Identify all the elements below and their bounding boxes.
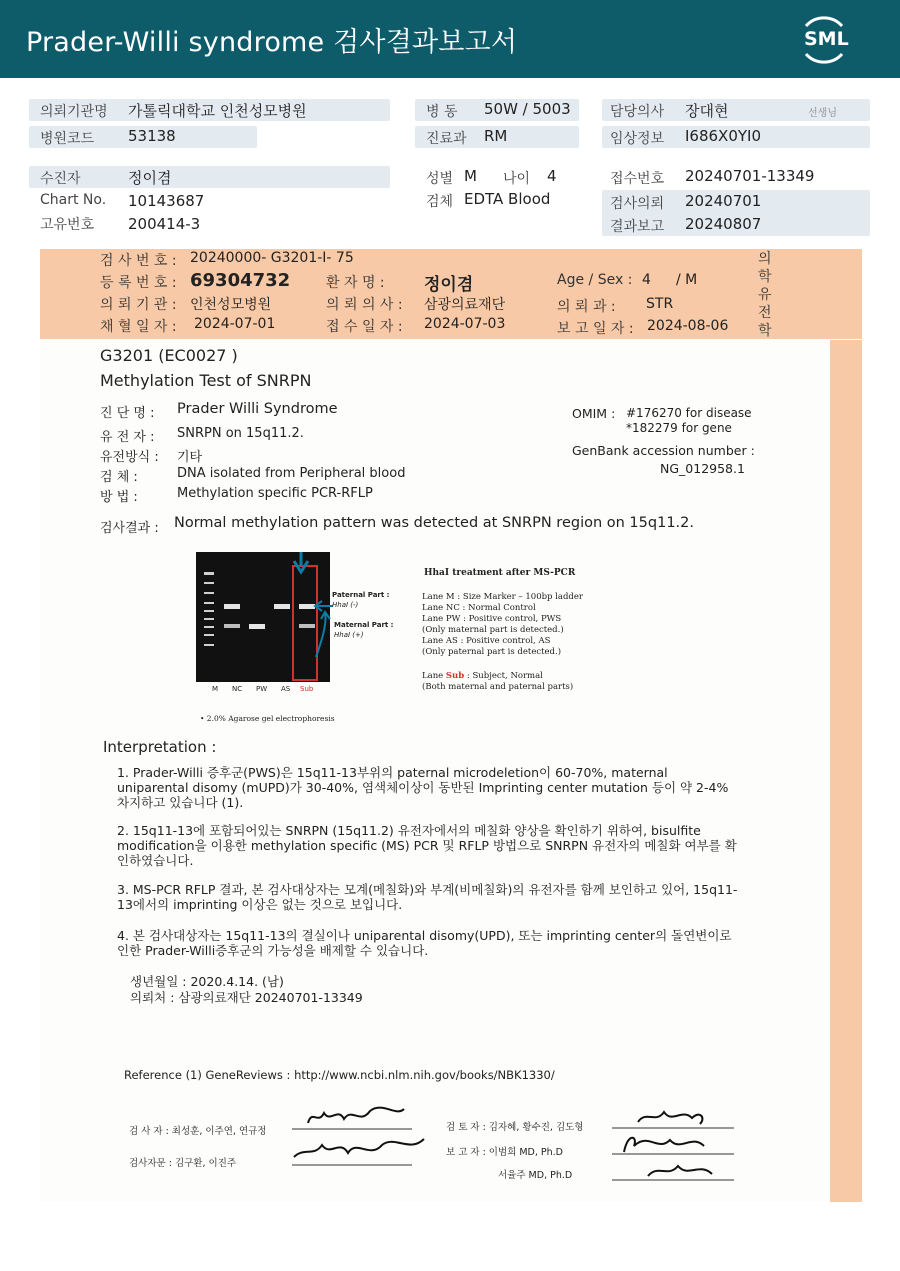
genbank-label: GenBank accession number : bbox=[572, 443, 755, 458]
patient-row-bg bbox=[29, 166, 390, 188]
omim-disease: #176270 for disease bbox=[626, 406, 752, 420]
request-value: 20240701 bbox=[685, 192, 762, 210]
scan-dept-label: 의 뢰 과 : bbox=[557, 299, 616, 315]
legend-subject-a: Lane bbox=[422, 671, 446, 681]
legend-subject-c: : Subject, Normal bbox=[464, 671, 543, 681]
ward-label: 병 동 bbox=[426, 104, 458, 120]
scanned-report bbox=[40, 249, 862, 1202]
code-label: 병원코드 bbox=[40, 131, 95, 147]
signature-examiner bbox=[286, 1095, 436, 1175]
doctor-value: 장대현 bbox=[685, 102, 729, 120]
legend-line: Lane NC : Normal Control bbox=[422, 603, 536, 613]
request-label: 검사의뢰 bbox=[610, 196, 665, 212]
interp-item: 2. 15q11-13에 포함되어있는 SNRPN (15q11.2) 유전자에서의 메칠화 양상을 확인하기 위하여, bisulfite modification을 이용한 methylation specific (MS) PCR 및 RFLP 방법으로 SNRPN 유전자의 메칠화 여부를 확인하였습니다. bbox=[117, 823, 737, 868]
logo-text: SML bbox=[804, 28, 849, 50]
gene: SNRPN on 15q11.2. bbox=[177, 426, 304, 441]
clinical-value: I686X0YI0 bbox=[685, 127, 762, 145]
gel-caption: • 2.0% Agarose gel electrophoresis bbox=[200, 714, 335, 723]
patient-value: 정이겸 bbox=[128, 169, 172, 187]
method-label: 방 법 : bbox=[100, 490, 138, 505]
test-title: Methylation Test of SNRPN bbox=[100, 371, 312, 390]
legend-line: Lane PW : Positive control, PWS bbox=[422, 614, 562, 624]
inst-label: 의 뢰 기 관 : bbox=[100, 297, 177, 313]
reg-no-label: 등 록 번 호 : bbox=[100, 275, 177, 291]
hospital-label: 의뢰기관명 bbox=[40, 104, 108, 120]
receipt-value: 20240701-13349 bbox=[685, 167, 815, 185]
omim-gene: *182279 for gene bbox=[626, 421, 732, 435]
dx-label: 진 단 명 : bbox=[100, 406, 155, 421]
scan-dept: STR bbox=[646, 296, 674, 312]
scan-specimen: DNA isolated from Peripheral blood bbox=[177, 466, 406, 481]
scan-report-label: 보 고 일 자 : bbox=[557, 321, 634, 337]
lane-label: NC bbox=[232, 685, 243, 693]
result-text: Normal methylation pattern was detected at SNRPN region on 15q11.2. bbox=[174, 515, 694, 531]
method: Methylation specific PCR-RFLP bbox=[177, 486, 373, 501]
interp-item: 4. 본 검사대상자는 15q11-13의 결실이나 uniparental disomy(UPD), 또는 imprinting center의 돌연변이로 인한 Prader-Willi증후군의 가능성을 배제할 수 있습니다. bbox=[117, 928, 732, 958]
specimen-label: 검체 bbox=[426, 194, 454, 210]
signature-reviewer bbox=[608, 1104, 742, 1188]
age-value: 4 bbox=[547, 167, 557, 185]
interp-title: Interpretation : bbox=[103, 738, 217, 756]
chart-label: Chart No. bbox=[40, 192, 107, 208]
req-doc-label: 의 뢰 의 사 : bbox=[326, 297, 403, 313]
scan-report: 2024-08-06 bbox=[647, 318, 729, 334]
unique-value: 200414-3 bbox=[128, 215, 201, 233]
interp-item: 1. Prader-Willi 증후군(PWS)은 15q11-13부위의 paternal microdeletion이 60-70%, maternal uniparental disomy (mUPD)가 30-40%, 염색체이상이 동반된 Imprinting center mutation 등이 약 2-4% 차지하고 있습니다 (1). bbox=[117, 765, 729, 810]
collect: 2024-07-01 bbox=[194, 316, 276, 332]
doctor-label: 담당의사 bbox=[610, 104, 665, 120]
ward-value: 50W / 5003 bbox=[484, 100, 571, 118]
code-value: 53138 bbox=[128, 127, 176, 145]
reporter-2: 서율주 MD, Ph.D bbox=[498, 1170, 573, 1181]
legend-title: HhaI treatment after MS-PCR bbox=[424, 568, 576, 578]
examiners: 검 사 자 : 최성훈, 이주연, 연규정 bbox=[129, 1126, 267, 1137]
paternal-label: Paternal Part : bbox=[332, 591, 390, 599]
doctor-suffix: 선생님 bbox=[808, 108, 837, 119]
scan-patient: 정이겸 bbox=[424, 275, 474, 295]
legend-subject bbox=[422, 671, 543, 681]
scanned-side-strip bbox=[830, 340, 862, 1202]
lane-label: M bbox=[212, 685, 219, 693]
lane-label: PW bbox=[256, 685, 268, 693]
legend-line: (Only maternal part is detected.) bbox=[422, 625, 564, 635]
receipt-label: 접수번호 bbox=[610, 171, 665, 187]
dx: Prader Willi Syndrome bbox=[177, 401, 338, 417]
reference: Reference (1) GeneReviews : http://www.ncbi.nlm.nih.gov/books/NBK1330/ bbox=[124, 1068, 555, 1082]
age-label: 나이 bbox=[503, 171, 531, 187]
test-no: 20240000- G3201-I- 75 bbox=[190, 250, 354, 266]
test-code: G3201 (EC0027 ) bbox=[100, 346, 238, 365]
scan-sex: / M bbox=[676, 272, 698, 288]
ref-from: 의뢰처 : 삼광의료재단 20240701-13349 bbox=[130, 990, 363, 1005]
sex-value: M bbox=[464, 167, 477, 185]
side-char: 학 bbox=[758, 323, 772, 339]
mode: 기타 bbox=[177, 450, 203, 465]
maternal-enzyme: HhaI (+) bbox=[334, 631, 364, 639]
lane-label: AS bbox=[281, 685, 291, 693]
scan-age: 4 bbox=[642, 272, 651, 288]
reviewers: 검 토 자 : 김자혜, 황수진, 김도형 bbox=[446, 1122, 584, 1133]
sex-label: 성별 bbox=[426, 171, 454, 187]
interp-item: 3. MS-PCR RFLP 결과, 본 검사대상자는 모계(메칠화)와 부계(비메칠화)의 유전자를 함께 보인하고 있어, 15q11-13에서의 imprinting 이상은 없는 것으로 보입니다. bbox=[117, 882, 738, 912]
clinical-label: 임상정보 bbox=[610, 131, 665, 147]
gene-label: 유 전 자 : bbox=[100, 430, 155, 445]
receive-label: 접 수 일 자 : bbox=[326, 319, 403, 335]
side-char: 전 bbox=[758, 305, 772, 321]
legend-line: (Only paternal part is detected.) bbox=[422, 647, 562, 657]
side-char: 학 bbox=[758, 269, 772, 285]
specimen-value: EDTA Blood bbox=[464, 190, 551, 208]
legend-subject-b: Sub bbox=[445, 671, 465, 681]
maternal-label: Maternal Part : bbox=[334, 621, 394, 629]
reporter: 보 고 자 : 이범희 MD, Ph.D bbox=[446, 1147, 563, 1158]
agesex-label: Age / Sex : bbox=[557, 272, 633, 288]
scan-patient-label: 환 자 명 : bbox=[326, 275, 385, 291]
collect-label: 채 혈 일 자 : bbox=[100, 319, 177, 335]
legend-line: Lane AS : Positive control, AS bbox=[422, 636, 551, 646]
dob: 생년월일 : 2020.4.14. (남) bbox=[130, 974, 284, 989]
dept-label: 진료과 bbox=[426, 131, 467, 147]
legend-line: Lane M : Size Marker – 100bp ladder bbox=[422, 592, 583, 602]
reg-no: 69304732 bbox=[190, 270, 291, 291]
lane-label: Sub bbox=[300, 685, 314, 693]
test-no-label: 검 사 번 호 : bbox=[100, 253, 177, 269]
inst: 인천성모병원 bbox=[190, 297, 272, 313]
page-title: Prader-Willi syndrome 검사결과보고서 bbox=[26, 27, 518, 58]
report-label: 결과보고 bbox=[610, 219, 665, 235]
mode-label: 유전방식 : bbox=[100, 450, 159, 465]
side-char: 유 bbox=[758, 287, 772, 303]
legend-subject-note: (Both maternal and paternal parts) bbox=[422, 682, 574, 692]
patient-label: 수진자 bbox=[40, 171, 81, 187]
dept-value: RM bbox=[484, 127, 508, 145]
chart-value: 10143687 bbox=[128, 192, 205, 210]
result-label: 검사결과 : bbox=[100, 521, 159, 536]
receive: 2024-07-03 bbox=[424, 316, 506, 332]
omim-label: OMIM : bbox=[572, 406, 616, 421]
report-value: 20240807 bbox=[685, 215, 762, 233]
genbank: NG_012958.1 bbox=[660, 461, 745, 476]
side-vertical-label bbox=[758, 250, 774, 340]
unique-label: 고유번호 bbox=[40, 217, 95, 233]
side-char: 의 bbox=[758, 251, 772, 267]
advisors: 검사자문 : 김구환, 이진주 bbox=[129, 1158, 237, 1169]
scan-specimen-label: 검 체 : bbox=[100, 470, 138, 485]
arrow-down-icon bbox=[290, 552, 312, 576]
hospital-value: 가톨릭대학교 인천성모병원 bbox=[128, 102, 307, 120]
req-doc: 삼광의료재단 bbox=[424, 297, 506, 313]
paternal-enzyme: HhaI (-) bbox=[332, 601, 359, 609]
